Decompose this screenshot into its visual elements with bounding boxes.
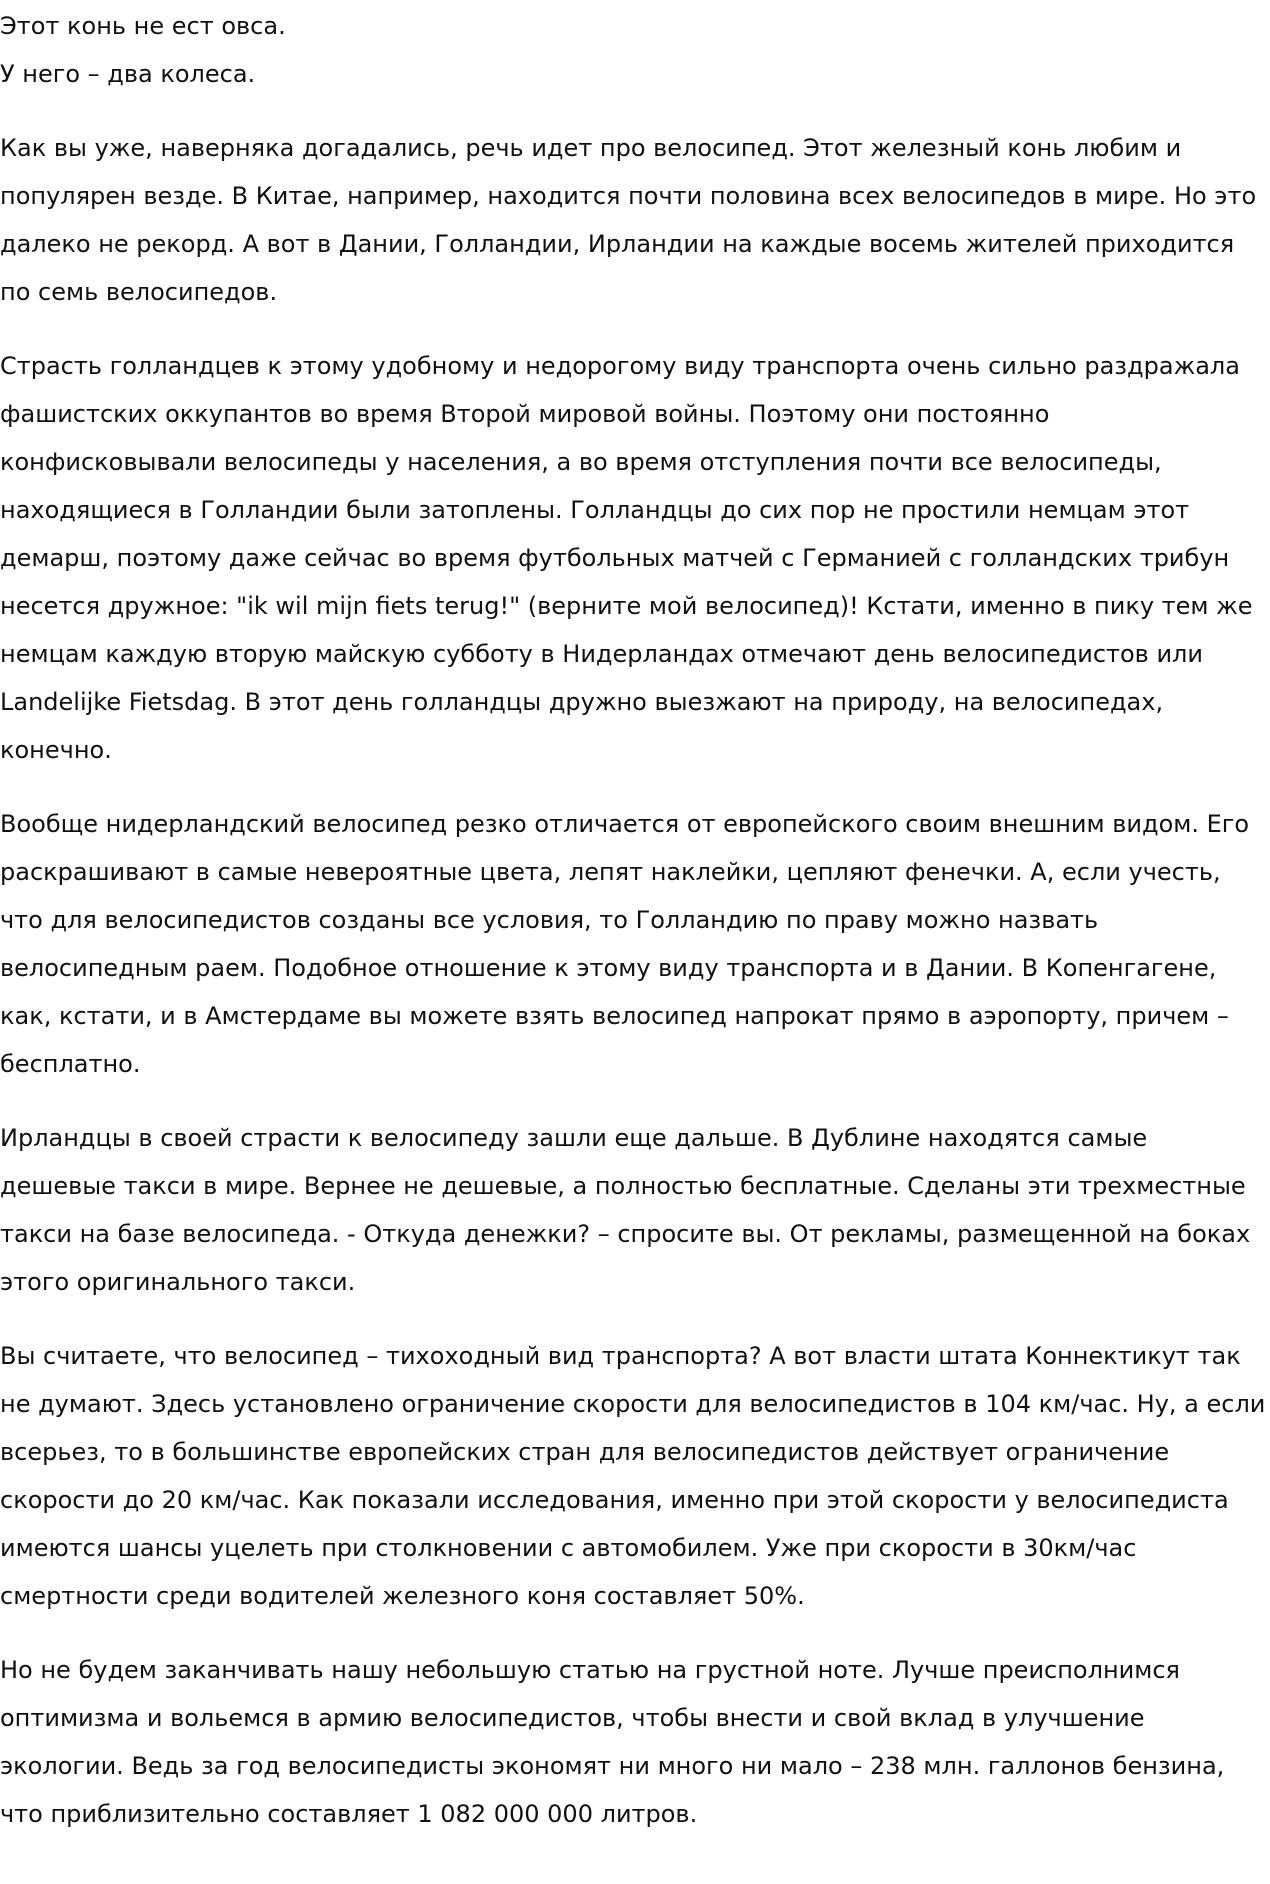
paragraph-dutch-bicycle: Вообще нидерландский велосипед резко отличается от европейского своим внешним видом. Его раскрашивают в самые невероятные цвета, лепят наклейки, цепляют фенечки. А, если учесть, что для велосипедистов созданы все условия, то Голландию по праву можно назвать велосипедным раем. Подобное отношение к этому виду транспорта и в Дании. В Копенгагене, как, кстати, и в Амстердаме вы можете взять велосипед напрокат прямо в аэропорту, причем – бесплатно. [0,810,1250,1078]
poem-epigraph [0,2,1270,98]
paragraph-intro: Как вы уже, наверняка догадались, речь идет про велосипед. Этот железный конь любим и популярен везде. В Китае, например, находится почти половина всех велосипедов в мире. Но это далеко не рекорд. А вот в Дании, Голландии, Ирландии на каждые восемь жителей приходится по семь велосипедов. [0,134,1257,306]
paragraph-conclusion: Но не будем заканчивать нашу небольшую статью на грустной ноте. Лучше преисполнимся оптимизма и вольемся в армию велосипедистов, чтобы внести и свой вклад в улучшение экологии. Ведь за год велосипедисты экономят ни много ни мало – 238 млн. галлонов бензина, что приблизительно составляет 1 082 000 000 литров. [0,1656,1225,1828]
paragraph-ireland-taxi: Ирландцы в своей страсти к велосипеду зашли еще дальше. В Дублине находятся самые дешевые такси в мире. Вернее не дешевые, а полностью бесплатные. Сделаны эти трехместные такси на базе велосипеда. - Откуда денежки? – спросите вы. От рекламы, размещенной на боках этого оригинального такси. [0,1124,1251,1296]
paragraph-netherlands-history: Страсть голландцев к этому удобному и недорогому виду транспорта очень сильно раздражала фашистских оккупантов во время Второй мировой войны. Поэтому они постоянно конфисковывали велосипеды у населения, а во время отступления почти все велосипеды, находящиеся в Голландии были затоплены. Голландцы до сих пор не простили немцам этот демарш, поэтому даже сейчас во время футбольных матчей с Германией с голландских трибун несется дружное: "ik wil mijn fiets terug!" (верните мой велосипед)! Кстати, именно в пику тем же немцам каждую вторую майскую субботу в Нидерландах отмечают день велосипедистов или Landelijke Fietsdag. В этот день голландцы дружно выезжают на природу, на велосипедах, конечно. [0,352,1253,764]
poem-line-2: У него – два колеса. [0,60,256,88]
poem-line-1: Этот конь не ест овса. [0,12,286,40]
paragraph-speed-limits: Вы считаете, что велосипед – тихоходный вид транспорта? А вот власти штата Коннектикут так не думают. Здесь установлено ограничение скорости для велосипедистов в 104 км/час. Ну, а если всерьез, то в большинстве европейских стран для велосипедистов действует ограничение скорости до 20 км/час. Как показали исследования, именно при этой скорости у велосипедиста имеются шансы уцелеть при столкновении с автомобилем. Уже при скорости в 30км/час смертности среди водителей железного коня составляет 50%. [0,1342,1266,1610]
